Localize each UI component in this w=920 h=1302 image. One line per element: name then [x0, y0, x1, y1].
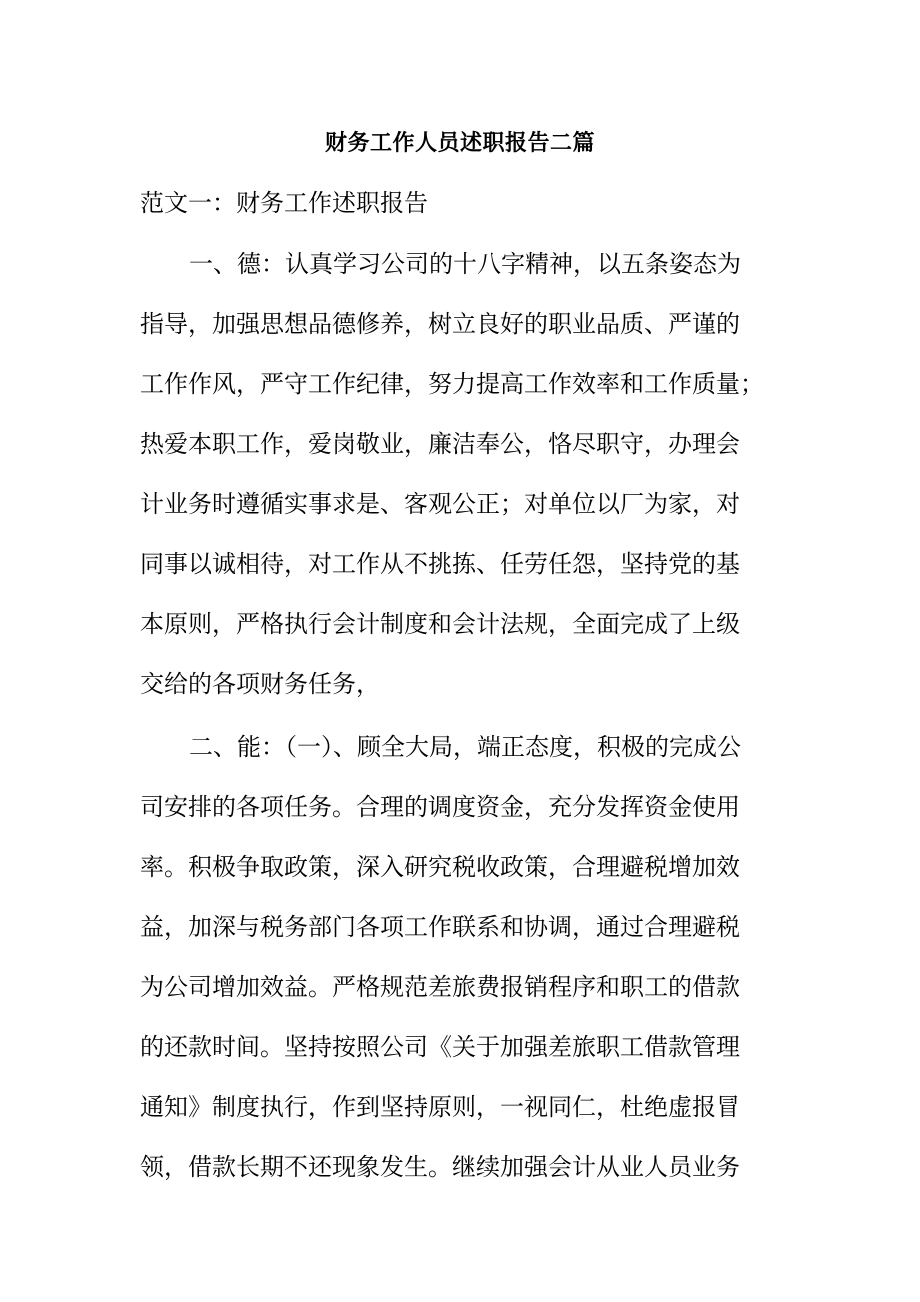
paragraph-2-line: 为公司增加效益。严格规范差旅费报销程序和职工的借款	[140, 973, 740, 1001]
paragraph-2-line: 司安排的各项任务。合理的调度资金，充分发挥资金使用	[140, 793, 740, 821]
paragraph-1-line: 热爱本职工作，爱岗敬业，廉洁奉公，恪尽职守，办理会	[140, 430, 740, 458]
paragraph-1-line: 同事以诚相待，对工作从不挑拣、任劳任怨，坚持党的基	[140, 550, 740, 578]
paragraph-2-line: 通知》制度执行，作到坚持原则，一视同仁，杜绝虚报冒	[140, 1093, 740, 1121]
paragraph-1-line: 工作作风，严守工作纪律，努力提高工作效率和工作质量；	[140, 370, 764, 398]
paragraph-1-line: 指导，加强思想品德修养，树立良好的职业品质、严谨的	[140, 310, 740, 338]
document-subtitle: 范文一：财务工作述职报告	[140, 189, 428, 217]
document-title: 财务工作人员述职报告二篇	[324, 130, 595, 156]
paragraph-1-line: 一、德：认真学习公司的十八字精神，以五条姿态为	[189, 250, 741, 278]
paragraph-1-line: 计业务时遵循实事求是、客观公正；对单位以厂为家，对	[140, 490, 740, 518]
paragraph-2-line: 率。积极争取政策，深入研究税收政策，合理避税增加效	[140, 853, 740, 881]
paragraph-1-line: 交给的各项财务任务，	[140, 670, 380, 698]
paragraph-2-line: 的还款时间。坚持按照公司《关于加强差旅职工借款管理	[140, 1033, 740, 1061]
paragraph-1-line: 本原则，严格执行会计制度和会计法规，全面完成了上级	[140, 610, 740, 638]
paragraph-2-line: 领，借款长期不还现象发生。继续加强会计从业人员业务	[140, 1153, 740, 1181]
paragraph-2-line: 益，加深与税务部门各项工作联系和协调，通过合理避税	[140, 913, 740, 941]
paragraph-2-line: 二、能：（一）、顾全大局，端正态度，积极的完成公	[189, 733, 741, 761]
